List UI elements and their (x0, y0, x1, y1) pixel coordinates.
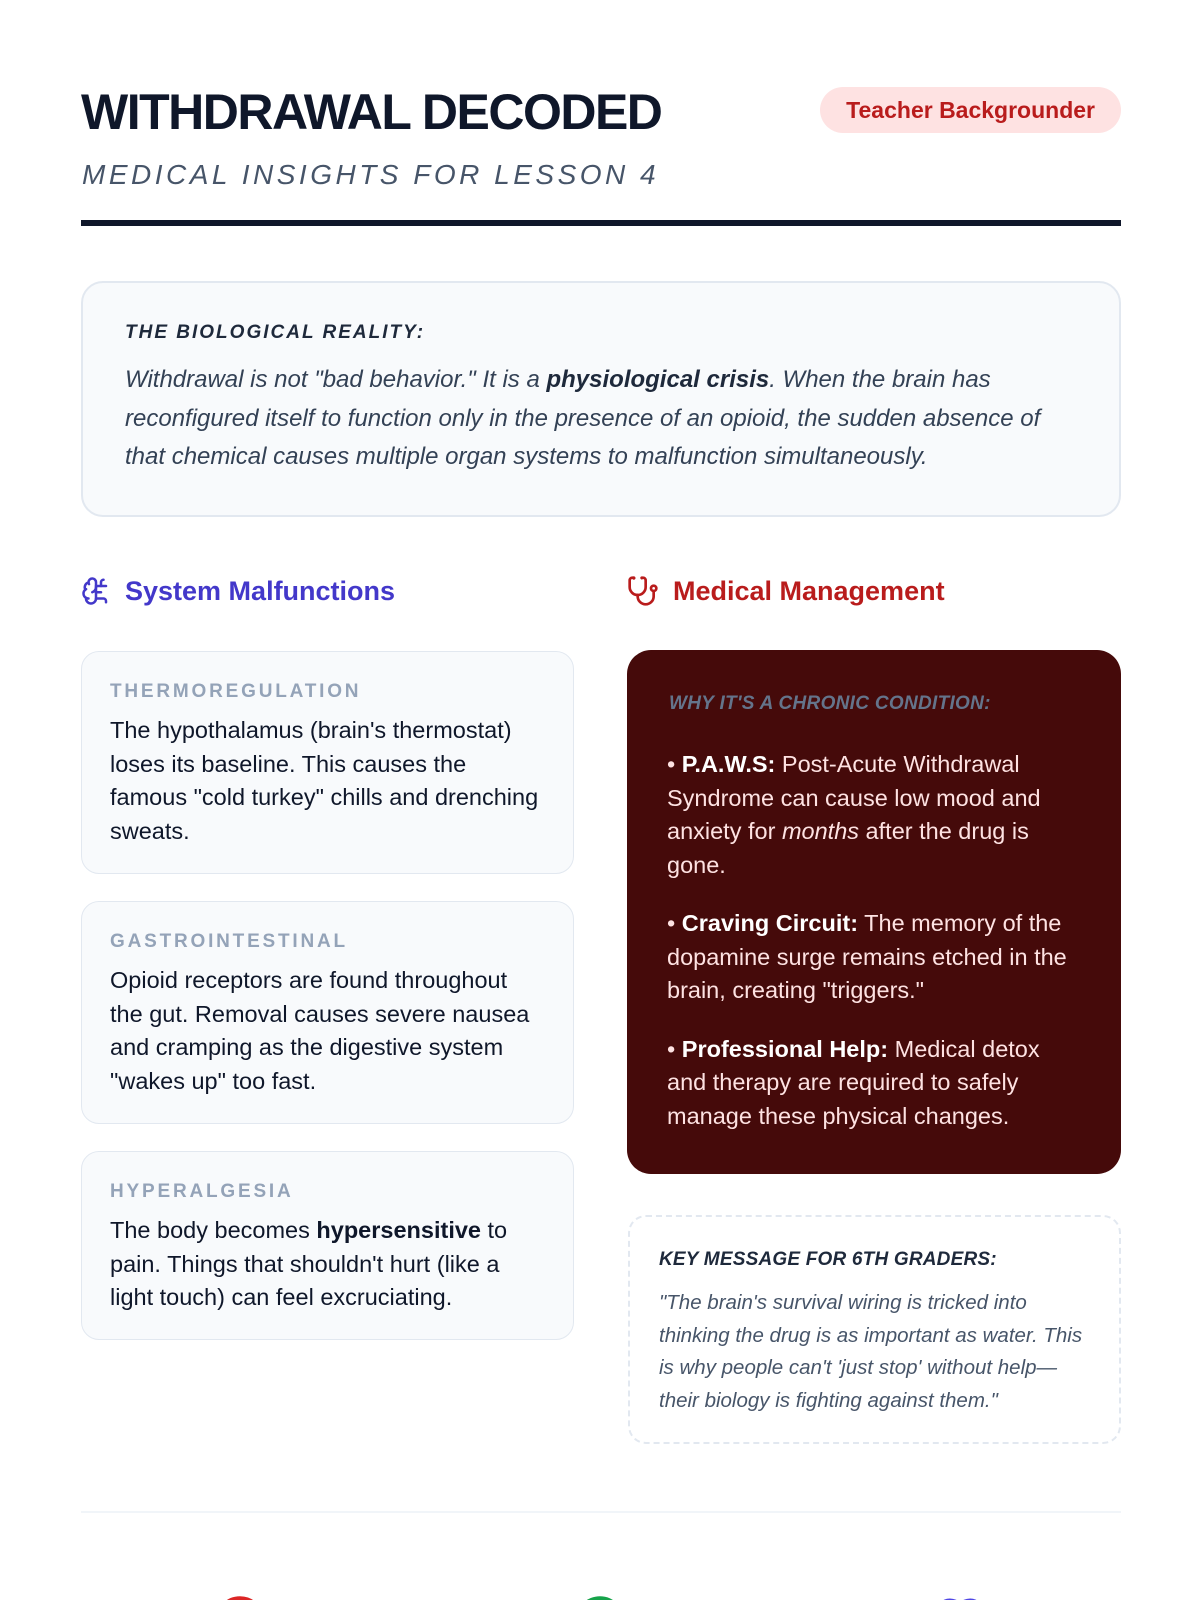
chronic-item-emphasis: months (781, 818, 860, 844)
card-label: HYPERALGESIA (110, 1181, 294, 1202)
chronic-item-text: Medical detox and therapy are required to safely manage these physical changes. (667, 1035, 1040, 1129)
card-text-part: to pain. Things that shouldn't hurt (like a light touch) can feel excruciating. (110, 1217, 508, 1310)
card-text: The hypothalamus (brain's thermostat) loses its baseline. This causes the famous "cold turkey" chills and drenching sweats. (110, 717, 539, 844)
card-label: THERMOREGULATION (110, 681, 362, 702)
page-title: WITHDRAWAL DECODED (81, 84, 662, 140)
card-text: Opioid receptors are found throughout the gut. Removal causes severe nausea and cramping as the digestive system "wakes up" too fast. (110, 967, 530, 1094)
medical-management-heading (627, 573, 945, 609)
biological-reality-label: THE BIOLOGICAL REALITY: (125, 322, 426, 343)
bullet: • (667, 1035, 682, 1062)
card-label: GASTROINTESTINAL (110, 931, 348, 952)
chronic-item-text: The memory of the dopamine surge remains etched in the brain, creating "triggers." (667, 910, 1067, 1003)
key-message-box (628, 1215, 1121, 1444)
stethoscope-icon (627, 575, 659, 607)
card-thermoregulation (81, 651, 574, 874)
chronic-item-term: Professional Help: (681, 1035, 889, 1062)
system-malfunctions-title: System Malfunctions (125, 575, 396, 606)
card-hyperalgesia (81, 1151, 574, 1340)
card-gastrointestinal (81, 901, 574, 1124)
medical-management-title: Medical Management (673, 575, 945, 606)
page-subtitle: MEDICAL INSIGHTS FOR LESSON 4 (82, 159, 660, 190)
card-emphasis: hypersensitive (316, 1217, 481, 1243)
chronic-item-text: after the drug is gone. (667, 818, 1029, 878)
x-circle-icon (213, 1594, 267, 1600)
key-message-label: KEY MESSAGE FOR 6TH GRADERS: (659, 1249, 997, 1270)
intro-text-part: . When the brain has reconfigured itself to function only in the presence of an opioid, the sudden absence of that chemical causes multiple organ systems to malfunction simultaneously. (125, 366, 1041, 470)
audience-badge: Teacher Backgrounder (820, 87, 1121, 133)
intro-text-part: Withdrawal is not "bad behavior." It is a (125, 366, 547, 393)
footer-divider (81, 1511, 1121, 1513)
biological-reality-text (125, 361, 1079, 477)
header-divider (81, 220, 1121, 226)
bullet: • (667, 751, 682, 777)
card-text (110, 1214, 545, 1315)
chronic-condition-label: WHY IT'S A CHRONIC CONDITION: (669, 693, 991, 714)
key-message-quote: "The brain's survival wiring is tricked into thinking the drug is as important as water. This is why people can't 'just stop' without help—their biology is fighting against them." (659, 1291, 1083, 1412)
chronic-item-term: P.A.W.S: (681, 751, 776, 777)
system-malfunctions-heading (81, 573, 395, 609)
check-circle-icon (573, 1594, 627, 1600)
biological-reality-panel (81, 281, 1121, 517)
card-text-part: The body becomes (110, 1217, 317, 1243)
chronic-item-text: Post-Acute Withdrawal Syndrome can cause low mood and anxiety for (667, 751, 1041, 844)
chronic-item-craving (667, 907, 1081, 1008)
brain-icon (81, 576, 111, 606)
chronic-item-paws (667, 748, 1081, 882)
heart-icon (933, 1594, 987, 1600)
header-block (81, 78, 1121, 228)
intro-emphasis: physiological crisis (546, 366, 770, 393)
bullet: • (667, 910, 682, 936)
chronic-item-professional-help (667, 1033, 1081, 1134)
chronic-condition-panel (627, 650, 1121, 1174)
chronic-item-term: Craving Circuit: (681, 910, 859, 936)
